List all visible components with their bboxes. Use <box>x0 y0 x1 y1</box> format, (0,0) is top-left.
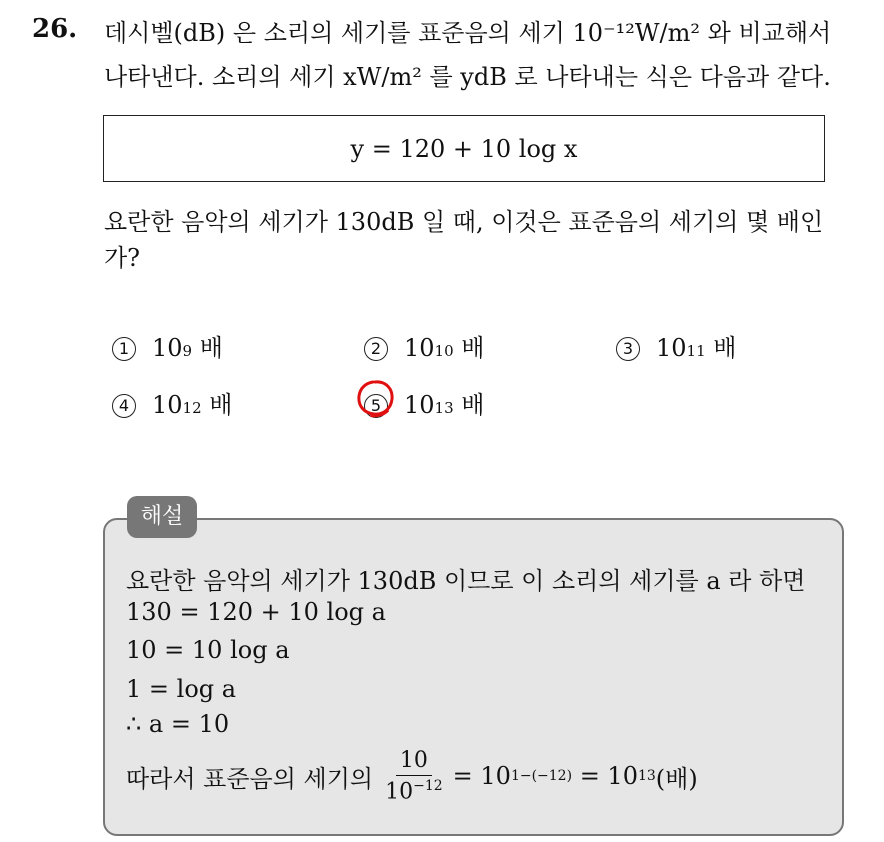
choice-1-mark: 1 <box>112 337 136 361</box>
choice-4-unit: 배 <box>209 391 233 419</box>
explanation-line-4: 1 = log a <box>126 675 237 703</box>
choice-2-base: 10 <box>404 334 435 362</box>
equation-part-2-exp: 13 <box>637 768 656 785</box>
choice-4-mark: 4 <box>112 394 136 418</box>
choice-5-exp: 13 <box>434 399 454 417</box>
choice-5-base: 10 <box>404 391 435 419</box>
fraction <box>385 748 443 804</box>
equation-suffix: (배) <box>655 764 698 793</box>
choice-5-unit: 배 <box>461 391 485 419</box>
fraction-denominator <box>385 776 443 804</box>
explanation-line-5: ∴ a = 10 <box>126 710 230 738</box>
fraction-numerator: 10 <box>396 748 432 776</box>
choice-3-unit: 배 <box>713 334 737 362</box>
choice-2-mark: 2 <box>364 337 388 361</box>
choice-3-exp: 11 <box>686 342 706 360</box>
choice-1-exp: 9 <box>182 342 193 360</box>
explanation-line-6 <box>126 748 698 804</box>
question-number: 26. <box>32 14 78 44</box>
choice-4-exp: 12 <box>182 399 202 417</box>
choice-1-base: 10 <box>152 334 183 362</box>
equation-part-1-base: = 10 <box>452 762 511 791</box>
question-ask-line-1: 요란한 음악의 세기가 130dB 일 때, 이것은 표준음의 세기의 몇 배인 <box>104 208 824 236</box>
choice-2-exp: 10 <box>434 342 454 360</box>
explanation-line-1: 요란한 음악의 세기가 130dB 이므로 이 소리의 세기를 a 라 하면 <box>126 567 806 595</box>
choice-4-base: 10 <box>152 391 183 419</box>
explanation-line-6-prefix: 따라서 표준음의 세기의 <box>126 764 374 793</box>
choice-3-mark: 3 <box>616 337 640 361</box>
choice-2[interactable] <box>364 328 484 363</box>
choice-1-unit: 배 <box>199 334 223 362</box>
answer-mark-circle <box>353 376 397 420</box>
choice-5-mark: 5 <box>364 394 388 418</box>
question-text-line-1: 데시벨(dB) 은 소리의 세기를 표준음의 세기 10⁻¹²W/m² 와 비교해서 <box>104 19 832 47</box>
question-text-line-2: 나타낸다. 소리의 세기 xW/m² 를 ydB 로 나타내는 식은 다음과 같다. <box>104 63 831 91</box>
formula-box <box>103 115 825 182</box>
explanation-line-3: 10 = 10 log a <box>126 636 290 664</box>
question-ask-line-2: 가? <box>104 244 141 272</box>
explanation-tag: 해설 <box>127 496 197 538</box>
choice-4[interactable] <box>112 385 232 420</box>
explanation-line-2: 130 = 120 + 10 log a <box>126 598 386 626</box>
formula: y = 120 + 10 log x <box>350 134 578 163</box>
equation-part-2-base: = 10 <box>579 762 638 791</box>
choice-3-base: 10 <box>656 334 687 362</box>
fraction-denominator-exp: −12 <box>413 778 443 794</box>
choice-2-unit: 배 <box>461 334 485 362</box>
fraction-denominator-base: 10 <box>385 779 414 805</box>
equation-part-1-exp: 1−(−12) <box>510 768 573 785</box>
choice-3[interactable] <box>616 328 736 363</box>
choice-1[interactable] <box>112 328 223 363</box>
